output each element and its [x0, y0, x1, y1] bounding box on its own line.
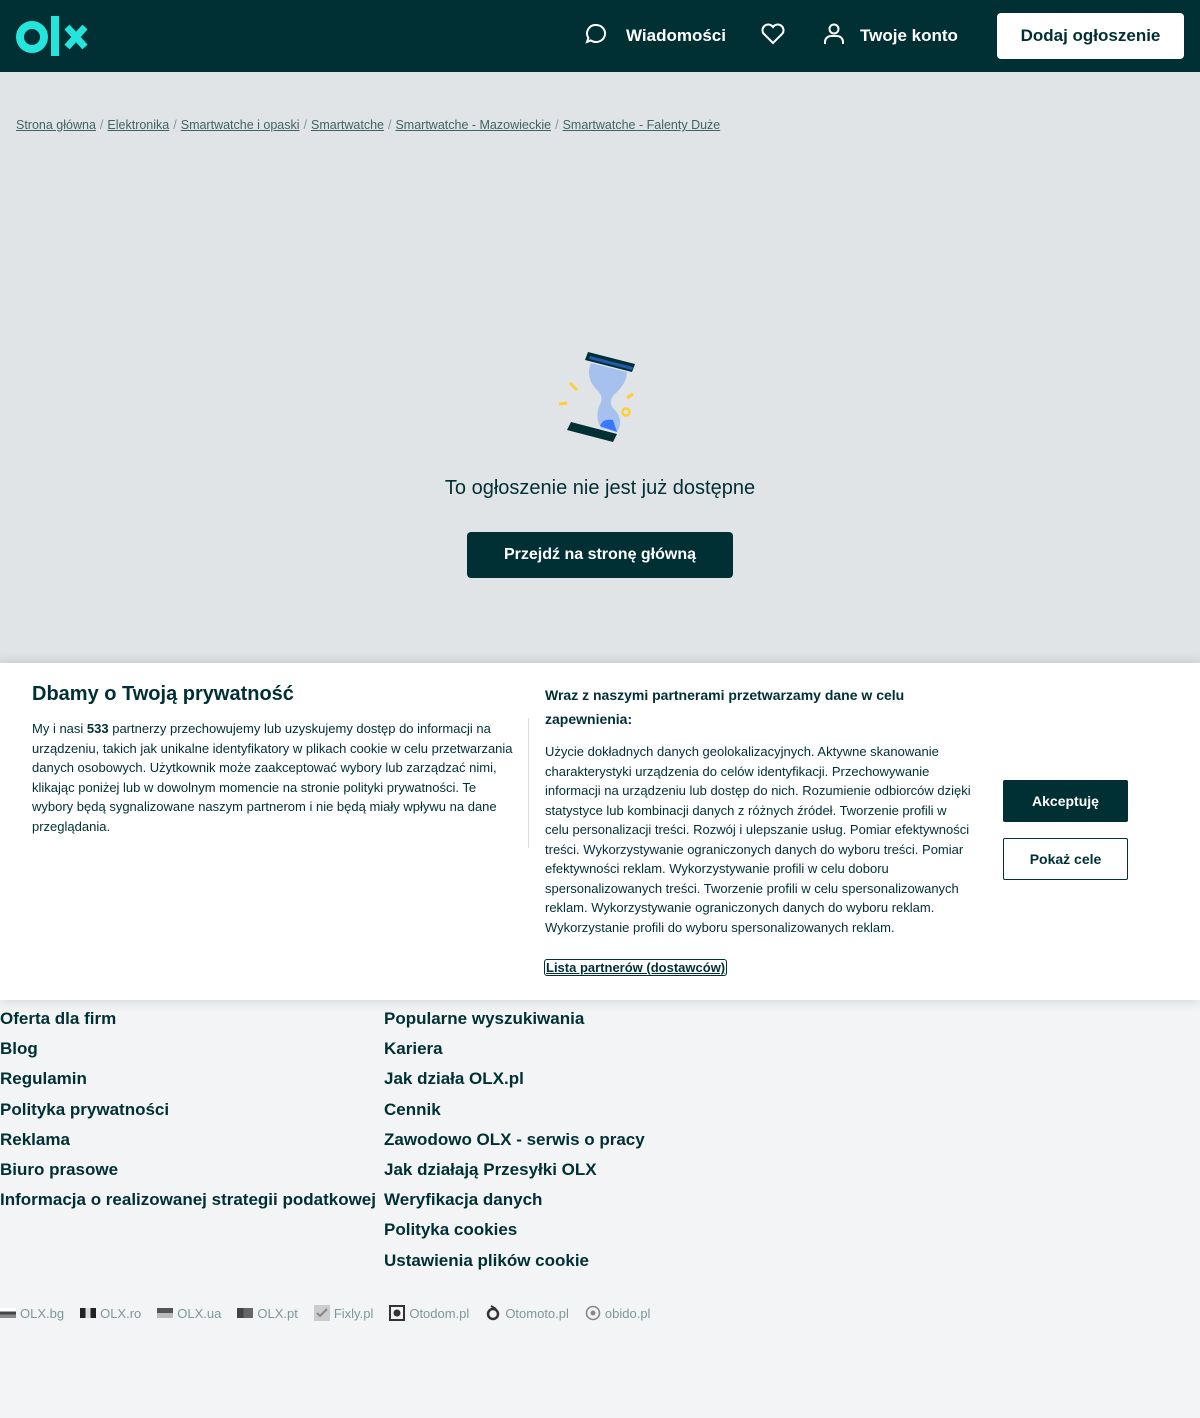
accept-cookies-button[interactable]: Akceptuję [1003, 780, 1128, 822]
footer-links-left [0, 1004, 376, 1215]
purposes-list: Użycie dokładnych danych geolokalizacyjnych. Aktywne skanowanie charakterystyki urządzenia do celów identyfikacji. Przechowywanie informacji na urządzeniu lub dostęp do nich. Rozumienie odbiorców dzięki statystyce lub kombinacji danych z różnych źródeł. Tworzenie profili w celu personalizacji treści. Rozwój i ulepszanie usług. Pomiar efektywności treści. Wykorzystywanie ograniczonych danych do wyboru treści. Pomiar efektywności reklam. Wykorzystywanie profili w celu doboru spersonalizowanych treści. Tworzenie profili w celu spersonalizowanych reklam. Wykorzystywanie ograniczonych danych do wyboru reklam. Wykorzystanie profili do wyboru spersonalizowanych reklam. [545, 744, 971, 935]
breadcrumb-item[interactable]: Smartwatche - Mazowieckie [395, 118, 552, 132]
site-label: OLX.ro [100, 1305, 142, 1321]
footer-link[interactable]: Kariera [384, 1039, 443, 1059]
purposes-title: Wraz z naszymi partnerami przetwarzamy dane w celu zapewnienia: [545, 687, 905, 727]
site-link-olx-pt[interactable] [237, 1306, 297, 1321]
user-icon [822, 22, 846, 51]
footer-link[interactable]: Informacja o realizowanej strategii podatkowej [0, 1190, 376, 1210]
heart-icon [760, 22, 786, 51]
otomoto-icon [485, 1305, 501, 1321]
breadcrumb-separator: / [303, 118, 308, 132]
footer-link[interactable]: Regulamin [0, 1069, 87, 1089]
footer-link[interactable]: Polityka cookies [384, 1220, 518, 1240]
breadcrumb [16, 118, 720, 132]
footer-link[interactable]: Ustawienia plików cookie [384, 1250, 590, 1270]
romania-flag-icon [80, 1308, 96, 1318]
site-link-fixly[interactable] [314, 1305, 373, 1321]
footer-link[interactable]: Popularne wyszukiwania [384, 1009, 585, 1028]
consent-text-rest: partnerzy przechowujemy lub uzyskujemy dostęp do informacji na urządzeniu, takich jak unikalne identyfikatory w plikach cookie w celu przetwarzania danych osobowych. Użytkownik może zaakceptować wybory lub zarządzać nimi, klikając poniżej lub w dowolnym momencie na stronie polityki prywatności. Te wybory będą sygnalizowane naszym partnerom i nie będą miały wpływu na dane przeglądania. [32, 721, 513, 834]
footer-link[interactable]: Zawodowo OLX - serwis o pracy [384, 1129, 645, 1149]
footer-link[interactable]: Weryfikacja danych [384, 1190, 543, 1210]
breadcrumb-separator: / [99, 118, 104, 132]
site-link-olx-ro[interactable] [80, 1306, 141, 1321]
site-link-otomoto[interactable] [485, 1305, 569, 1321]
obido-icon [585, 1305, 601, 1321]
bulgaria-flag-icon [0, 1308, 16, 1318]
show-goals-button[interactable]: Pokaż cele [1003, 838, 1128, 880]
add-listing-button[interactable]: Dodaj ogłoszenie [997, 13, 1184, 59]
breadcrumb-item[interactable]: Strona główna [16, 118, 96, 132]
breadcrumb-item[interactable]: Smartwatche [311, 118, 384, 132]
consent-title: Dbamy o Twoją prywatność [32, 683, 294, 705]
breadcrumb-item[interactable]: Elektronika [107, 118, 170, 132]
portugal-flag-icon [237, 1308, 253, 1318]
messages-label: Wiadomości [626, 26, 726, 45]
site-label: OLX.bg [20, 1305, 65, 1321]
breadcrumb-item[interactable]: Smartwatche i opaski [180, 118, 300, 132]
site-label: Otodom.pl [409, 1305, 470, 1321]
consent-divider [528, 718, 529, 848]
ukraine-flag-icon [157, 1308, 173, 1318]
favorites-link[interactable] [760, 0, 786, 72]
messages-link[interactable] [584, 0, 726, 72]
listing-unavailable-message: To ogłoszenie nie jest już dostępne [444, 477, 756, 499]
site-link-obido[interactable] [585, 1305, 651, 1321]
site-link-otodom[interactable] [389, 1305, 469, 1321]
site-label: obido.pl [604, 1305, 651, 1321]
hourglass-icon [555, 348, 645, 453]
footer-link[interactable]: Polityka prywatności [0, 1099, 170, 1119]
account-label: Twoje konto [860, 26, 958, 45]
olx-logo[interactable] [16, 16, 90, 61]
partners-list-link[interactable]: Lista partnerów (dostawców) [546, 960, 726, 975]
top-navigation-bar [0, 0, 1200, 72]
consent-description [32, 719, 516, 836]
footer-link[interactable]: Cennik [384, 1099, 441, 1119]
breadcrumb-separator: / [173, 118, 177, 132]
breadcrumb-separator: / [555, 118, 559, 132]
sister-sites [0, 1303, 666, 1323]
otodom-icon [389, 1305, 405, 1321]
consent-text-start: My i nasi [32, 721, 87, 736]
partners-count: 533 [86, 721, 109, 736]
breadcrumb-separator: / [387, 118, 392, 132]
site-label: OLX.pt [257, 1305, 298, 1321]
breadcrumb-item[interactable]: Smartwatche - Falenty Duże [562, 118, 721, 132]
footer-link[interactable]: Blog [0, 1039, 38, 1059]
footer-link[interactable]: Jak działają Przesyłki OLX [384, 1159, 597, 1179]
site-link-olx-bg[interactable] [0, 1306, 64, 1321]
footer-link[interactable]: Biuro prasowe [0, 1159, 119, 1179]
footer-links-right [384, 1004, 645, 1276]
footer-link[interactable]: Jak działa OLX.pl [384, 1069, 524, 1089]
cookie-consent-panel [0, 663, 1200, 1000]
site-label: OLX.ua [177, 1305, 222, 1321]
main-content [0, 72, 1200, 663]
fixly-icon [314, 1305, 330, 1321]
chat-icon [584, 22, 608, 51]
site-label: Fixly.pl [333, 1305, 374, 1321]
site-label: Otomoto.pl [505, 1305, 569, 1321]
footer-link[interactable]: Oferta dla firm [0, 1009, 117, 1028]
site-link-olx-ua[interactable] [157, 1306, 221, 1321]
go-home-button[interactable]: Przejdź na stronę główną [467, 532, 733, 578]
footer-link[interactable]: Reklama [0, 1129, 70, 1149]
account-link[interactable] [822, 0, 958, 72]
